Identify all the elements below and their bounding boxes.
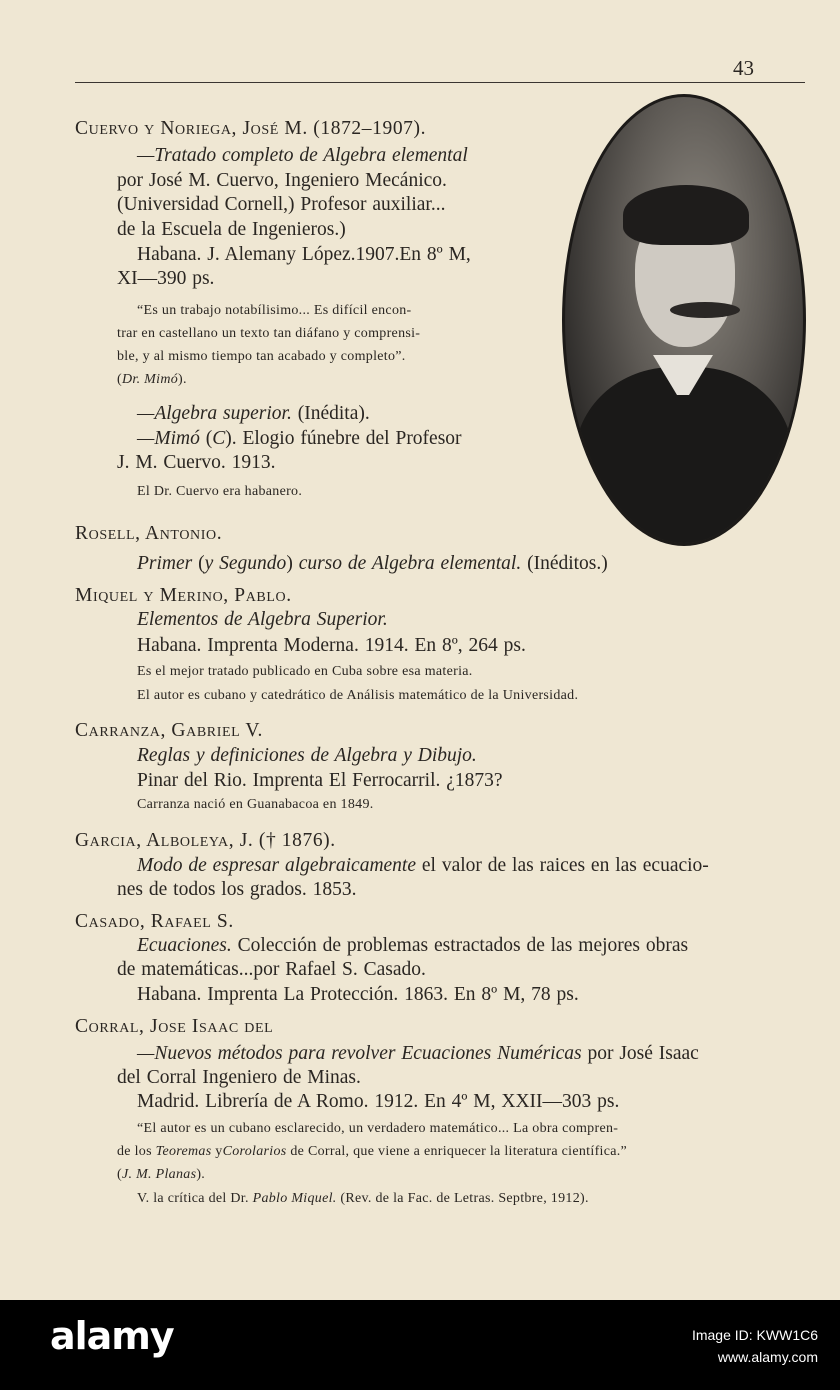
entry-author bbox=[75, 585, 292, 607]
italic-text: curso de Algebra elemental. bbox=[298, 553, 522, 574]
text: (Universidad Cornell,) Profesor auxiliar... bbox=[117, 194, 446, 215]
entry-text-line bbox=[137, 609, 388, 631]
entry-note-line bbox=[137, 484, 302, 500]
text: ) bbox=[286, 553, 299, 574]
entry-note-line bbox=[117, 1144, 627, 1160]
italic-text: Reglas y definiciones de Algebra y Dibujo. bbox=[137, 745, 477, 766]
portrait-photo bbox=[562, 94, 806, 546]
entry-note-line bbox=[137, 303, 412, 319]
text: Casado, Rafael S. bbox=[75, 911, 234, 932]
entry-note-line bbox=[137, 664, 473, 680]
text: (Inéditos.) bbox=[521, 553, 608, 574]
entry-text-line bbox=[137, 1091, 619, 1113]
portrait-hair bbox=[623, 185, 749, 245]
text: XI—390 ps. bbox=[117, 268, 215, 289]
text: el valor de las raices en las ecuacio- bbox=[416, 855, 709, 876]
text: de matemáticas...por Rafael S. Casado. bbox=[117, 959, 426, 980]
entry-text-line bbox=[137, 855, 709, 877]
entry-author bbox=[75, 1016, 273, 1038]
italic-text: Dr. Mimó bbox=[121, 372, 179, 387]
text: ). Elogio fúnebre del Profesor bbox=[225, 428, 462, 449]
entry-text-line bbox=[117, 879, 357, 901]
entry-note-line bbox=[117, 372, 187, 388]
entry-text-line bbox=[137, 635, 526, 657]
text: El Dr. Cuervo era habanero. bbox=[137, 484, 303, 499]
entry-note-line bbox=[117, 1167, 205, 1183]
italic-text: —Tratado completo de Algebra elemental bbox=[137, 145, 468, 166]
text: Madrid. Librería de A Romo. 1912. En 4º M, XXII—303 ps. bbox=[137, 1091, 620, 1112]
text: por José Isaac bbox=[581, 1043, 699, 1064]
entry-text-line bbox=[137, 553, 608, 575]
entry-author bbox=[75, 118, 426, 140]
entry-text-line bbox=[137, 428, 462, 450]
italic-text: Elementos de Algebra Superior. bbox=[137, 609, 388, 630]
text: Carranza, Gabriel V. bbox=[75, 720, 264, 741]
italic-text: Corolarios bbox=[222, 1144, 287, 1159]
text: Miquel y Merino, Pablo. bbox=[75, 585, 292, 606]
entry-note-line bbox=[117, 349, 406, 365]
text: trar en castellano un texto tan diáfano y comprensi- bbox=[117, 326, 421, 341]
entry-text-line bbox=[117, 219, 346, 241]
entry-text-line bbox=[137, 403, 370, 425]
portrait-moustache bbox=[670, 302, 740, 318]
entry-author bbox=[75, 523, 222, 545]
entry-note-line bbox=[117, 326, 420, 342]
entry-text-line bbox=[117, 268, 214, 290]
italic-text: Primer bbox=[137, 553, 193, 574]
text: J. M. Cuervo. 1913. bbox=[117, 452, 276, 473]
italic-text: —Mimó bbox=[137, 428, 200, 449]
watermark-bar bbox=[0, 1300, 840, 1390]
text: Habana. Imprenta La Protección. 1863. En 8º M, 78 ps. bbox=[137, 984, 579, 1005]
italic-text: Teoremas bbox=[155, 1144, 212, 1159]
text: Es el mejor tratado publicado en Cuba sobre esa materia. bbox=[137, 664, 473, 679]
italic-text: Pablo Miquel. bbox=[252, 1191, 337, 1206]
entry-text-line bbox=[137, 935, 688, 957]
text: Colección de problemas estractados de las mejores obras bbox=[231, 935, 689, 956]
text: de la Escuela de Ingenieros.) bbox=[117, 219, 346, 240]
entry-text-line bbox=[137, 244, 471, 266]
entry-text-line bbox=[117, 194, 445, 216]
text: Pinar del Rio. Imprenta El Ferrocarril. ¿1873? bbox=[137, 770, 503, 791]
text: “Es un trabajo notabílisimo... Es difícil encon- bbox=[137, 303, 412, 318]
entry-note-line bbox=[137, 688, 578, 704]
text: ). bbox=[196, 1167, 206, 1182]
text: “El autor es un cubano esclarecido, un verdadero matemático... La obra compren- bbox=[137, 1121, 619, 1136]
italic-text: y Segundo bbox=[204, 553, 287, 574]
header-rule bbox=[75, 82, 805, 83]
text: ( bbox=[192, 553, 205, 574]
image-info bbox=[692, 1324, 818, 1368]
text: Carranza nació en Guanabacoa en 1849. bbox=[137, 797, 374, 812]
text: y bbox=[211, 1144, 223, 1159]
text: Corral, Jose Isaac del bbox=[75, 1016, 274, 1037]
entry-text-line bbox=[117, 170, 447, 192]
text: de los bbox=[117, 1144, 156, 1159]
entry-text-line bbox=[137, 984, 579, 1006]
entry-note-line bbox=[137, 797, 374, 813]
text: nes de todos los grados. 1853. bbox=[117, 879, 357, 900]
italic-text: —Algebra superior. bbox=[137, 403, 292, 424]
italic-text: Modo de espresar algebraicamente bbox=[137, 855, 417, 876]
entry-author bbox=[75, 911, 234, 933]
text: de Corral, que viene a enriquecer la literatura científica.” bbox=[286, 1144, 628, 1159]
entry-author bbox=[75, 830, 336, 852]
italic-text: Ecuaciones. bbox=[137, 935, 232, 956]
text: ( bbox=[117, 372, 122, 387]
entry-text-line bbox=[117, 452, 275, 474]
entry-text-line bbox=[137, 770, 503, 792]
text: Habana. Imprenta Moderna. 1914. En 8º, 264 ps. bbox=[137, 635, 526, 656]
entry-text-line bbox=[117, 959, 426, 981]
alamy-logo: alamy bbox=[50, 1314, 174, 1358]
italic-text: C bbox=[212, 428, 226, 449]
text: ( bbox=[117, 1167, 122, 1182]
text: Rosell, Antonio. bbox=[75, 523, 223, 544]
text: ( bbox=[199, 428, 213, 449]
text: (Inédita). bbox=[291, 403, 370, 424]
text: por José M. Cuervo, Ingeniero Mecánico. bbox=[117, 170, 447, 191]
text: del Corral Ingeniero de Minas. bbox=[117, 1067, 361, 1088]
text: El autor es cubano y catedrático de Análisis matemático de la Universidad. bbox=[137, 688, 579, 703]
entry-text-line bbox=[117, 1067, 361, 1089]
text: Cuervo y Noriega, José M. (1872–1907). bbox=[75, 118, 427, 139]
page-number: 43 bbox=[733, 56, 754, 80]
entry-note-line bbox=[137, 1191, 589, 1207]
entry-text-line bbox=[137, 745, 477, 767]
text: V. la crítica del Dr. bbox=[137, 1191, 253, 1206]
text: ). bbox=[178, 372, 187, 387]
text: ble, y al mismo tiempo tan acabado y completo”. bbox=[117, 349, 406, 364]
italic-text: —Nuevos métodos para revolver Ecuaciones Numéricas bbox=[137, 1043, 582, 1064]
text: (Rev. de la Fac. de Letras. Septbre, 1912). bbox=[336, 1191, 589, 1206]
entry-note-line bbox=[137, 1121, 618, 1137]
italic-text: J. M. Planas bbox=[121, 1167, 197, 1182]
alamy-url: www.alamy.com bbox=[717, 1349, 818, 1365]
image-id: Image ID: KWW1C6 bbox=[691, 1327, 818, 1343]
entry-text-line bbox=[137, 145, 468, 167]
entry-author bbox=[75, 720, 263, 742]
text: Habana. J. Alemany López.1907.En 8º M, bbox=[137, 244, 471, 265]
entry-text-line bbox=[137, 1043, 699, 1065]
text: Garcia, Alboleya, J. († 1876). bbox=[75, 830, 336, 851]
